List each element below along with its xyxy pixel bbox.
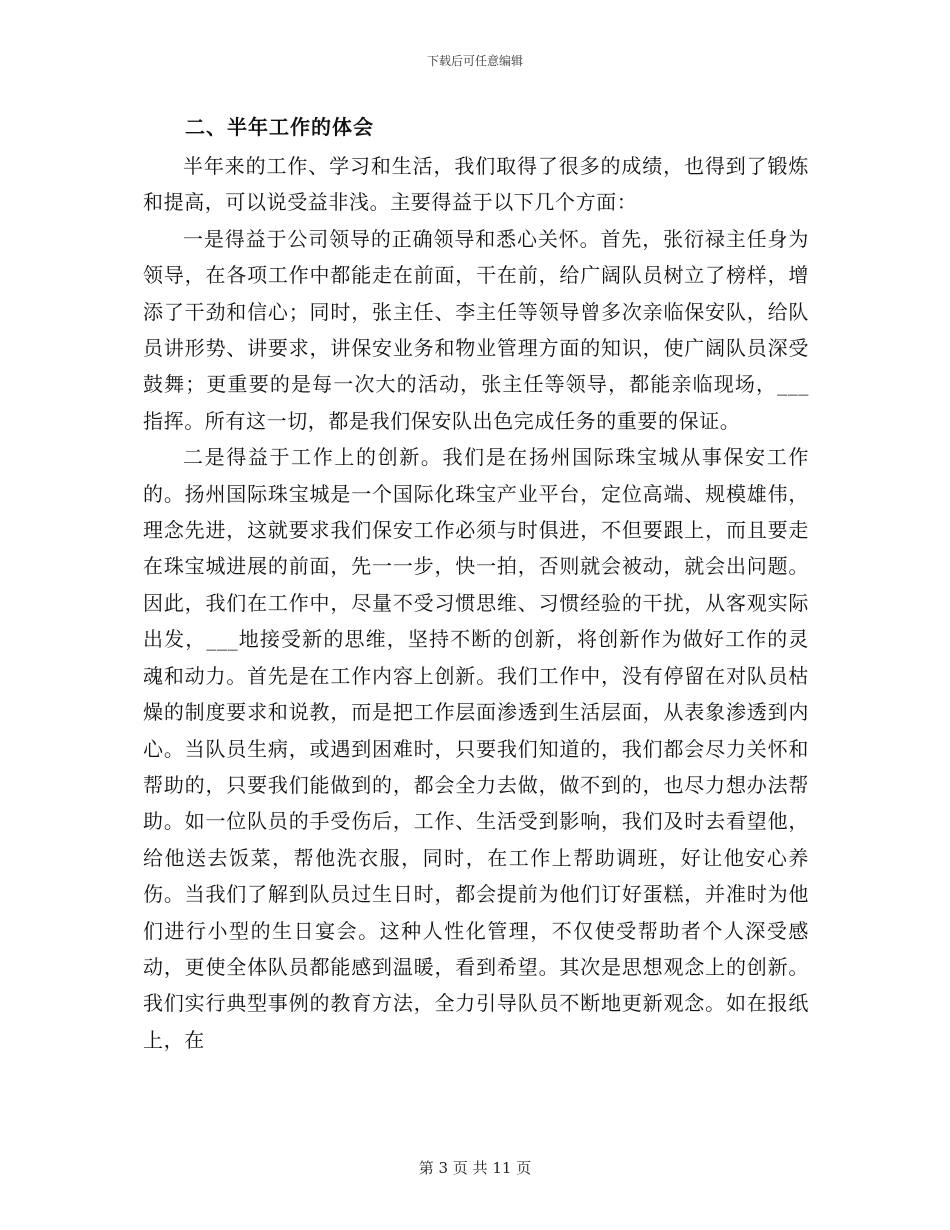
document-body [143, 110, 809, 1058]
page-header-note: 下载后可任意编辑 [426, 54, 523, 68]
section-heading: 二、半年工作的体会 [185, 115, 374, 139]
page-footer-page-number: 第 3 页 共 11 页 [418, 1159, 532, 1177]
paragraph-intro: 半年来的工作、学习和生活，我们取得了很多的成绩，也得到了锻炼和提高，可以说受益非浅。主要得益于以下几个方面： [143, 154, 809, 215]
paragraph-innovation: 二是得益于工作上的创新。我们是在扬州国际珠宝城从事保安工作的。扬州国际珠宝城是一个国际化珠宝产业平台，定位高端、规模雄伟，理念先进，这就要求我们保安工作必须与时俱进，不但要跟上，而且要走在珠宝城进展的前面，先一一步，快一拍，否则就会被动，就会出问题。因此，我们在工作中，尽量不受习惯思维、习惯经验的干扰，从客观实际出发，___地接受新的思维，坚持不断的创新，将创新作为做好工作的灵魂和动力。首先是在工作内容上创新。我们工作中，没有停留在对队员枯燥的制度要求和说教，而是把工作层面渗透到生活层面，从表象渗透到内心。当队员生病，或遇到困难时，只要我们知道的，我们都会尽力关怀和帮助的，只要我们能做到的，都会全力去做，做不到的，也尽力想办法帮助。如一位队员的手受伤后，工作、生活受到影响，我们及时去看望他，给他送去饭菜，帮他洗衣服，同时，在工作上帮助调班，好让他安心养伤。当我们了解到队员过生日时，都会提前为他们订好蛋糕，并准时为他们进行小型的生日宴会。这种人性化管理，不仅使受帮助者个人深受感动，更使全体队员都能感到温暖，看到希望。其次是思想观念上的创新。我们实行典型事例的教育方法，全力引导队员不断地更新观念。如在报纸上，在 [143, 445, 809, 1052]
paragraph-leadership: 一是得益于公司领导的正确领导和悉心关怀。首先，张衍禄主任身为领导，在各项工作中都能走在前面，干在前，给广阔队员树立了榜样，增添了干劲和信心；同时，张主任、李主任等领导曾多次亲临保安队，给队员讲形势、讲要求，讲保安业务和物业管理方面的知识，使广阔队员深受鼓舞；更重要的是每一次大的活动，张主任等领导，都能亲临现场，___指挥。所有这一切，都是我们保安队出色完成任务的重要的保证。 [143, 226, 809, 433]
